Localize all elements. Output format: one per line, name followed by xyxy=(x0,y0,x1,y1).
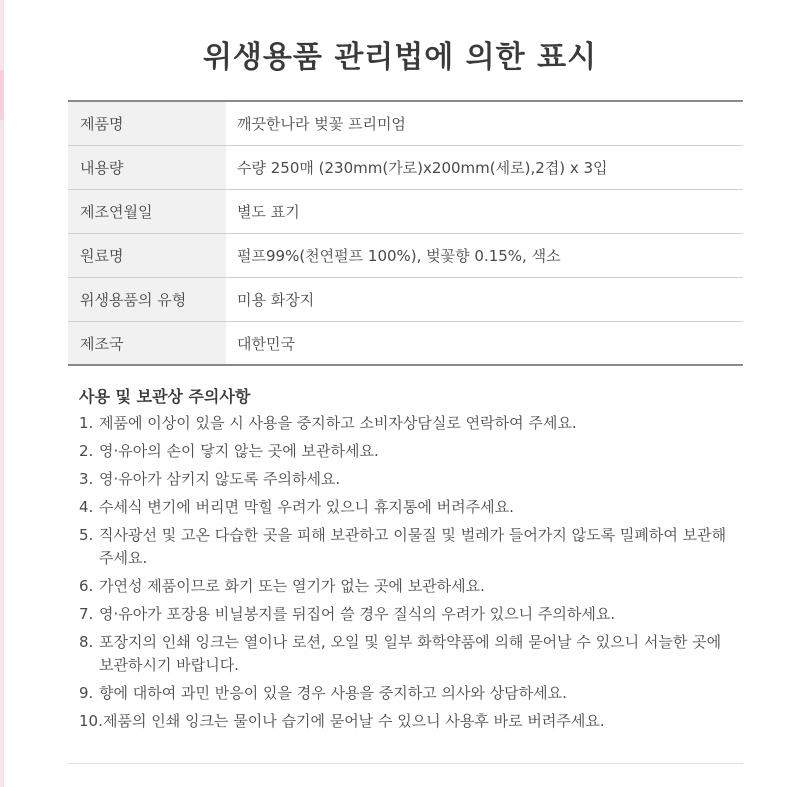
notice-number: 8. xyxy=(79,633,94,651)
notice-item xyxy=(79,682,739,705)
notice-list xyxy=(79,412,739,738)
notice-text: 향에 대하여 과민 반응이 있을 경우 사용을 중지하고 의사와 상담하세요. xyxy=(99,684,567,702)
info-value: 수량 250매 (230mm(가로)x200mm(세로),2겹) x 3입 xyxy=(237,159,608,177)
notice-text: 제품에 이상이 있을 시 사용을 중지하고 소비자상담실로 연락하여 주세요. xyxy=(99,414,577,432)
notice-item xyxy=(79,710,739,733)
notice-text: 영·유아의 손이 닿지 않는 곳에 보관하세요. xyxy=(99,442,379,460)
notice-number: 3. xyxy=(79,470,94,488)
notice-item xyxy=(79,603,739,626)
bottom-divider xyxy=(68,763,743,764)
info-value: 미용 화장지 xyxy=(237,291,315,309)
notice-text: 영·유아가 삼키지 않도록 주의하세요. xyxy=(99,470,341,488)
info-value: 별도 표기 xyxy=(237,203,300,221)
notice-number: 1. xyxy=(79,414,94,432)
notice-item xyxy=(79,412,739,435)
notice-text: 포장지의 인쇄 잉크는 열이나 로션, 오일 및 일부 화학약품에 의해 묻어날 수 있으니 서늘한 곳에 보관하시기 바랍니다. xyxy=(99,633,722,674)
page-title: 위생용품 관리법에 의한 표시 xyxy=(202,40,598,75)
notice-number: 6. xyxy=(79,577,94,595)
notice-item xyxy=(79,631,739,677)
notice-number: 7. xyxy=(79,605,94,623)
info-value: 깨끗한나라 벚꽃 프리미엄 xyxy=(237,115,406,133)
notice-text: 제품의 인쇄 잉크는 물이나 습기에 묻어날 수 있으니 사용후 바로 버려주세요. xyxy=(103,712,605,730)
notice-number: 5. xyxy=(79,526,94,544)
info-row-product-name xyxy=(68,102,743,146)
info-row-contents xyxy=(68,146,743,190)
notice-item xyxy=(79,575,739,598)
info-label: 원료명 xyxy=(68,234,226,277)
notice-number: 9. xyxy=(79,684,94,702)
info-row-ingredients xyxy=(68,234,743,278)
info-value: 대한민국 xyxy=(237,334,295,353)
info-label: 제품명 xyxy=(68,102,226,145)
info-label: 제조연월일 xyxy=(68,190,226,233)
notice-number: 4. xyxy=(79,498,94,516)
left-edge-mark xyxy=(0,70,4,120)
notice-number: 10. xyxy=(79,712,103,730)
product-info-table xyxy=(68,100,743,366)
info-row-country xyxy=(68,322,743,366)
notice-item xyxy=(79,524,739,570)
notice-item xyxy=(79,440,739,463)
notice-item xyxy=(79,496,739,519)
info-label: 위생용품의 유형 xyxy=(68,278,226,321)
notice-item xyxy=(79,468,739,491)
notice-text: 수세식 변기에 버리면 막힐 우려가 있으니 휴지통에 버려주세요. xyxy=(99,498,514,516)
info-row-product-type xyxy=(68,278,743,322)
notice-title: 사용 및 보관상 주의사항 xyxy=(79,387,251,406)
info-label: 내용량 xyxy=(68,146,226,189)
notice-text: 가연성 제품이므로 화기 또는 열기가 없는 곳에 보관하세요. xyxy=(99,577,485,595)
info-label: 제조국 xyxy=(68,322,226,364)
info-value: 펄프99%(천연펄프 100%), 벚꽃향 0.15%, 색소 xyxy=(237,247,561,265)
info-row-manufacture-date xyxy=(68,190,743,234)
notice-number: 2. xyxy=(79,442,94,460)
notice-text: 직사광선 및 고온 다습한 곳을 피해 보관하고 이물질 및 벌레가 들어가지 않도록 밀폐하여 보관해주세요. xyxy=(99,526,727,567)
notice-text: 영·유아가 포장용 비닐봉지를 뒤집어 쓸 경우 질식의 우려가 있으니 주의하세요. xyxy=(99,605,616,623)
